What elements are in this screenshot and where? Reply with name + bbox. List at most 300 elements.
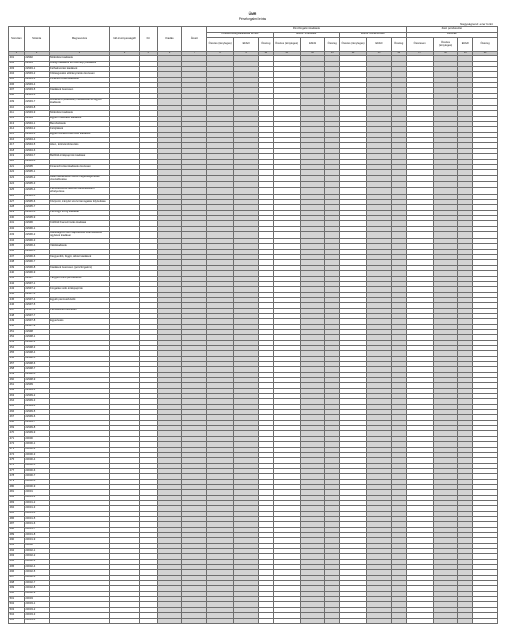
row-number-cell: 428 [9,205,25,210]
account-code-cell: 23003-3 [24,613,49,618]
account-code-cell: 23001-5 [24,516,49,521]
row-number-cell: 498 [9,581,25,586]
value-cell [391,99,406,106]
value-cell [433,175,458,182]
account-code-cell: 22994-1 [24,122,49,127]
account-code-cell: 22995-3 [24,182,49,187]
column-number: 19 [458,52,473,56]
row-number-cell: 483 [9,500,25,505]
col-group-top: Pénzforgalmi kiadások [207,27,406,33]
value-cell [182,175,207,182]
value-cell [473,187,498,194]
col-header-erteksor: Idő érvényességtől [110,27,139,52]
value-cell [182,618,207,623]
col-sub-right: Ebből: felhalmozási [340,32,407,38]
account-code-cell: 23000-4 [24,458,49,463]
row-number-cell: 424 [9,182,25,187]
account-code-cell: 22996-6 [24,255,49,260]
row-number-cell: 421 [9,164,25,169]
column-number: 9 [234,52,259,56]
value-cell [340,232,367,239]
row-number-cell: 461 [9,383,25,388]
account-code-cell: 23003-1 [24,602,49,607]
row-number-cell: 411 [9,111,25,116]
account-code-cell: 22999-5 [24,410,49,415]
value-cell [433,99,458,106]
account-code-cell: 23002 [24,543,49,548]
row-number-cell: 403 [9,67,25,72]
value-cell [273,232,300,239]
value-cell [182,187,207,194]
value-cell [406,175,433,182]
row-number-cell: 491 [9,543,25,548]
value-cell [157,175,182,182]
account-code-cell: 23003 [24,597,49,602]
value-cell [325,99,340,106]
value-cell [139,187,157,194]
row-number-cell: 460 [9,378,25,383]
value-cell [110,175,139,182]
value-cell [273,187,300,194]
description-cell: Felhalmozási kiadások [49,67,110,72]
value-cell [300,99,325,106]
row-number-cell: 494 [9,559,25,564]
account-code-cell: 22995-9 [24,216,49,221]
row-number-cell: 427 [9,200,25,205]
value-cell [406,99,433,106]
account-code-cell: 23001-3 [24,506,49,511]
account-code-cell: 22998-1 [24,335,49,340]
col-g2: Összes (tényleges) [340,38,367,52]
row-number-cell: 493 [9,554,25,559]
row-number-cell: 455 [9,351,25,356]
account-code-cell: 22994-7 [24,154,49,159]
row-number-cell: 469 [9,426,25,431]
value-cell [325,187,340,194]
description-cell: Felújítások [49,127,110,132]
row-number-cell: 468 [9,420,25,425]
row-number-cell: 496 [9,570,25,575]
col-g4: Összeg [473,38,498,52]
row-number-cell: 447 [9,308,25,313]
value-cell [367,618,392,623]
value-cell [234,187,259,194]
row-number-cell: 412 [9,116,25,121]
value-cell [110,618,139,623]
row-number-cell: 414 [9,127,25,132]
row-number-cell: 505 [9,618,25,623]
account-code-cell: 22998-7 [24,367,49,372]
account-code-cell: 23003-4 [24,618,49,623]
row-number-cell: 484 [9,506,25,511]
account-code-cell: 22996-5 [24,249,49,254]
col-header-atvett: Átvett [182,27,207,52]
value-cell [473,232,498,239]
account-code-cell: 22997-2 [24,287,49,292]
column-number: 13 [325,52,340,56]
row-number-cell: 471 [9,436,25,441]
account-code-cell: 23002-8 [24,586,49,591]
row-number-cell: 453 [9,340,25,345]
account-code-cell: 22999-6 [24,415,49,420]
account-code-cell: 22997-3 [24,292,49,297]
column-number: 7 [182,52,207,56]
row-number-cell: 495 [9,565,25,570]
value-cell [234,99,259,106]
account-code-cell: 22999-8 [24,426,49,431]
row-number-cell: 467 [9,415,25,420]
value-cell [182,99,207,106]
account-code-cell: 22998-2 [24,340,49,345]
account-code-cell: 22993-9 [24,111,49,116]
description-cell: Beruházások [49,122,110,127]
value-cell [234,618,259,623]
row-number-cell: 492 [9,549,25,554]
account-code-cell: 22994-6 [24,148,49,153]
description-cell: Pénzeszközök lekötött bankbetétként elhelyezése [49,187,110,194]
row-number-cell: 404 [9,72,25,77]
column-number: 6 [157,52,182,56]
column-number: 10 [258,52,273,56]
column-number: 14 [340,52,367,56]
account-code-cell: 22995-1 [24,170,49,175]
account-code-cell: 22998-5 [24,356,49,361]
row-number-cell: 504 [9,613,25,618]
row-number-cell: 487 [9,522,25,527]
value-cell [340,175,367,182]
value-cell [458,232,473,239]
col-header-fo: Fő [139,27,157,52]
value-cell [258,175,273,182]
col-g4: Összeg [325,38,340,52]
account-code-cell: 22996-8 [24,265,49,270]
account-code-cell: 23000-9 [24,484,49,489]
column-number: 2 [24,52,49,56]
report-table [8,26,498,624]
description-cell: Belföldi értékpapírok kiadásai [49,154,110,159]
row-number-cell: 415 [9,132,25,137]
row-number-cell: 450 [9,324,25,329]
row-number-cell: 420 [9,159,25,164]
account-code-cell: 22994-2 [24,127,49,132]
account-code-cell: 22999-2 [24,394,49,399]
account-code-cell: 22997-9 [24,324,49,329]
value-cell [157,99,182,106]
account-code-cell: 22993-3 [24,77,49,82]
account-code-cell: 23001-4 [24,511,49,516]
account-code-cell: 23002-1 [24,549,49,554]
value-cell [234,232,259,239]
value-cell [157,232,182,239]
description-cell: Központi, irányító szervi támogatás folyósítása [49,200,110,205]
col-g3: Ebből [367,38,392,52]
account-code-cell: 23002-4 [24,565,49,570]
description-cell: Kiegyenlítő, függő, átfutó kiadások [49,255,110,260]
account-code-cell: 22995-2 [24,175,49,182]
account-code-cell: 23002-2 [24,554,49,559]
row-number-cell: 436 [9,249,25,254]
row-number-cell: 489 [9,533,25,538]
value-cell [340,187,367,194]
value-cell [273,175,300,182]
description-cell: Dologi kiadások és személyi juttatások [49,61,110,66]
account-code-cell: 22996 [24,221,49,226]
account-code-cell: 23002-3 [24,559,49,564]
description-cell: Pénzkészlet összesen [49,308,110,313]
account-code-cell: 22998-8 [24,372,49,377]
description-cell: Adóssághoz nem kapcsolódó származékos ügyletek kiadásai [49,232,110,239]
account-code-cell: 22998-4 [24,351,49,356]
value-cell [406,187,433,194]
description-cell: Külföldi finanszírozás kiadásai [49,221,110,226]
row-number-cell: 426 [9,194,25,199]
row-number-cell: 497 [9,575,25,580]
row-number-cell: 445 [9,297,25,302]
account-code-cell: 22996-3 [24,239,49,244]
row-number-cell: 459 [9,372,25,377]
account-code-cell: 22997 [24,276,49,281]
row-number-cell: 432 [9,226,25,231]
row-number-cell: 419 [9,154,25,159]
account-code-cell: 22993-8 [24,106,49,111]
row-number-cell: 413 [9,122,25,127]
account-code-cell: 22998-6 [24,362,49,367]
account-code-cell: 23001-7 [24,527,49,532]
account-code-cell: 22999-1 [24,388,49,393]
value-cell [139,99,157,106]
row-number-cell: 466 [9,410,25,415]
value-cell [473,175,498,182]
value-cell [157,187,182,194]
row-number-cell: 463 [9,394,25,399]
account-code-cell: 22993-6 [24,93,49,98]
value-cell [367,175,392,182]
account-code-cell: 22994-8 [24,159,49,164]
account-code-cell: 22994-3 [24,132,49,137]
description-cell: Finanszírozási kiadások összesen [49,164,110,169]
account-code-cell: 23000-5 [24,463,49,468]
account-code-cell: 23002-7 [24,581,49,586]
column-number: 17 [406,52,433,56]
row-number-cell: 440 [9,271,25,276]
row-number-cell: 430 [9,216,25,221]
value-cell [207,187,234,194]
account-code-cell: 23001-6 [24,522,49,527]
description-cell: Egyéb felhalmozási célú kiadások [49,132,110,137]
account-code-cell: 22998-3 [24,345,49,350]
description-cell: Kiadások összesen (pénzforgalom) [49,265,110,270]
row-number-cell: 406 [9,83,25,88]
row-number-cell: 474 [9,452,25,457]
row-number-cell: 437 [9,255,25,260]
row-number-cell: 501 [9,597,25,602]
value-cell [433,187,458,194]
value-cell [258,99,273,106]
row-number-cell: 473 [9,447,25,452]
row-number-cell: 481 [9,490,25,495]
account-code-cell: 22995-4 [24,187,49,194]
description-cell: Tárgyévi záró pénzkészlet [49,276,110,281]
account-code-cell: 22992 [24,56,49,61]
description-cell: Finanszírozási kiadások [49,77,110,82]
row-number-cell: 479 [9,479,25,484]
row-number-cell: 451 [9,329,25,334]
value-cell [273,99,300,106]
row-number-cell: 405 [9,77,25,82]
value-cell [391,187,406,194]
account-code-cell: 22993-7 [24,99,49,106]
value-cell [207,232,234,239]
row-number-cell: 472 [9,442,25,447]
value-cell [458,175,473,182]
col-g4: Összeg [258,38,273,52]
unit-label: Nagyságrend: ezer forint [460,22,493,26]
value-cell [458,187,473,194]
value-cell [433,232,458,239]
account-code-cell: 22997-7 [24,313,49,318]
row-number-cell: 442 [9,281,25,286]
row-number-cell: 410 [9,106,25,111]
value-cell [139,175,157,182]
value-cell [340,99,367,106]
value-cell [258,187,273,194]
row-number-cell: 486 [9,516,25,521]
form-title: ÜMR [248,12,257,16]
row-number-cell: 422 [9,170,25,175]
col-sub-mid: Ebből: működési [273,32,339,38]
value-cell [406,618,433,623]
row-number-cell: 480 [9,484,25,489]
value-cell [458,99,473,106]
col-g3: Ebből [234,38,259,52]
row-number-cell: 418 [9,148,25,153]
description-cell: Pénzügyi lízing kiadásai [49,210,110,215]
account-code-cell: 22993-4 [24,83,49,88]
description-cell: Rovatrend (kiadások) hitelfelvétel és egyéb kiadások [49,99,110,106]
account-code-cell: 22996-1 [24,226,49,231]
account-code-cell: 23000-6 [24,468,49,473]
account-code-cell: 22996-7 [24,260,49,265]
description-cell [49,618,110,623]
account-code-cell: 22995-5 [24,194,49,199]
table-body [9,56,498,623]
description-cell: Hitel-, kölcsöntörlesztés [49,143,110,148]
row-number-cell: 444 [9,292,25,297]
column-number: 8 [207,52,234,56]
account-code-cell: 22997-6 [24,308,49,313]
row-number-cell: 490 [9,538,25,543]
column-number: 18 [433,52,458,56]
row-number-cell: 401 [9,56,25,61]
row-number-cell: 503 [9,607,25,612]
row-number-cell: 435 [9,244,25,249]
row-number-cell: 448 [9,313,25,318]
column-number: 5 [139,52,157,56]
col-sub-dev: Devizák [406,32,497,38]
value-cell [367,99,392,106]
column-number: 4 [110,52,139,56]
row-number-cell: 429 [9,210,25,215]
row-number-cell: 499 [9,586,25,591]
col-g4: Összeg [391,38,406,52]
description-cell: Egyéb működési kiadások [49,116,110,121]
account-code-cell: 22998 [24,329,49,334]
value-cell [207,99,234,106]
account-code-cell: 22999-3 [24,399,49,404]
description-cell: Államháztartáson belüli megelőlegezések visszafizetése [49,175,110,182]
value-cell [300,232,325,239]
account-code-cell: 22994-5 [24,143,49,148]
account-code-cell: 23002-9 [24,591,49,596]
account-code-cell: 23001-2 [24,500,49,505]
account-code-cell: 23000-2 [24,447,49,452]
account-code-cell: 22996-2 [24,232,49,239]
account-code-cell: 22999-9 [24,431,49,436]
row-number-cell: 408 [9,93,25,98]
value-cell [300,618,325,623]
row-number-cell: 434 [9,239,25,244]
description-cell: Költségvetési előirányzatok összesen [49,72,110,77]
col-group-right: Záró pénzkészlet [406,27,497,33]
row-number-cell: 488 [9,527,25,532]
row-number-cell: 416 [9,138,25,143]
value-cell [325,232,340,239]
col-g2: Összes (tényleges) [273,38,300,52]
column-number: 16 [391,52,406,56]
row-number-cell: 425 [9,187,25,194]
value-cell [139,618,157,623]
row-number-cell: 454 [9,345,25,350]
row-number-cell: 500 [9,591,25,596]
value-cell [458,618,473,623]
account-code-cell: 22993 [24,61,49,66]
description-cell: Működési kiadások [49,56,110,61]
value-cell [391,175,406,182]
value-cell [406,232,433,239]
table-row [9,99,498,106]
account-code-cell: 23002-6 [24,575,49,580]
row-number-cell: 452 [9,335,25,340]
col-header-megnevezes: Megnevezés [49,27,110,52]
account-code-cell: 22996-9 [24,271,49,276]
row-number-cell: 407 [9,88,25,93]
value-cell [273,618,300,623]
col-g1: Összesen [406,38,433,52]
col-header-szamla: Számla [24,27,49,52]
row-number-cell: 417 [9,143,25,148]
value-cell [157,618,182,623]
account-code-cell: 22998-9 [24,378,49,383]
account-code-cell: 22994-4 [24,138,49,143]
description-cell: Váltókiadások [49,244,110,249]
value-cell [473,99,498,106]
account-code-cell: 22993-2 [24,72,49,77]
account-code-cell: 23001-9 [24,538,49,543]
account-code-cell: 22997-5 [24,303,49,308]
col-g2: Összes (tényleges) [433,38,458,52]
description-cell: Egyeztetés [49,319,110,324]
row-number-cell: 458 [9,367,25,372]
account-code-cell: 22994 [24,116,49,121]
value-cell [391,618,406,623]
value-cell [367,187,392,194]
account-code-cell: 22999 [24,383,49,388]
row-number-cell: 502 [9,602,25,607]
col-header-sorszam: Sorszám [9,27,25,52]
col-header-kiadas: Kiadás [157,27,182,52]
value-cell [340,618,367,623]
value-cell [300,175,325,182]
